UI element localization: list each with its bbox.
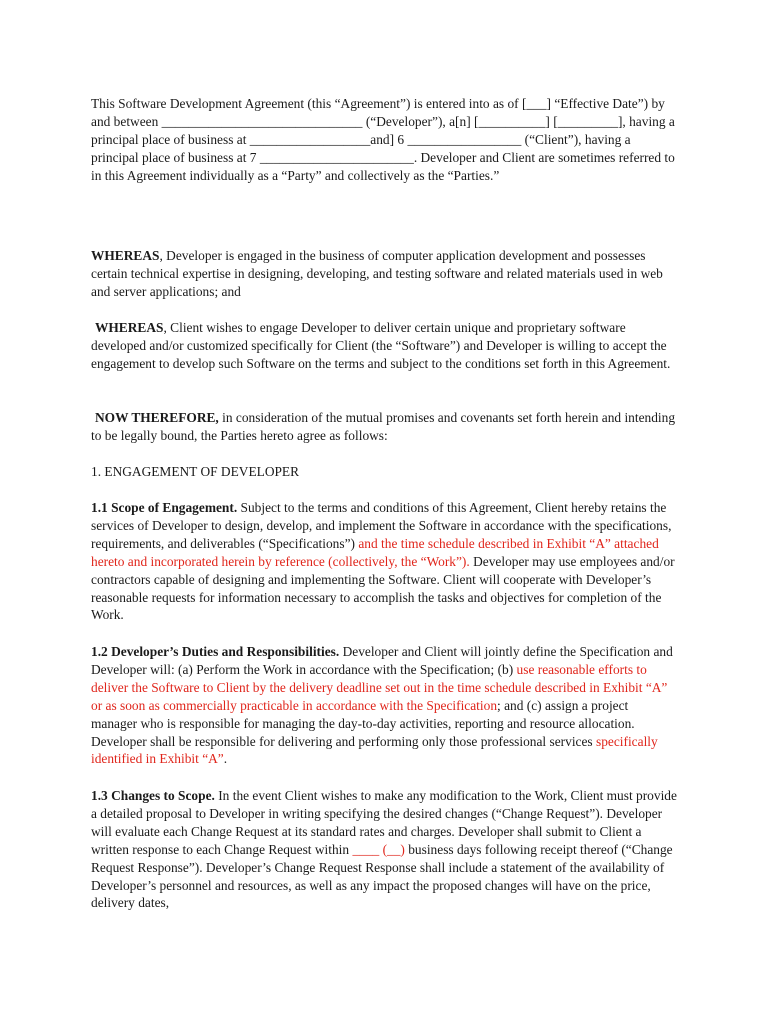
- section-1-3-text-a: In the event Client wishes to make any modification to the Work, Client must provide a detailed proposal to Developer in writing specifying the desired changes (“Change Request”). Developer will evaluate each Change Request at its standard rates and charges. Developer shall submit to Client a written response to each Change Request within: [91, 788, 677, 857]
- now-therefore-text: in consideration of the mutual promises and covenants set forth herein and intending to be legally bound, the Parties hereto agree as follows:: [91, 410, 676, 443]
- whereas-label-1: WHEREAS: [91, 248, 160, 263]
- section-1-3-label: 1.3 Changes to Scope.: [91, 788, 215, 803]
- section-1-3-redline: ____ (__): [352, 841, 405, 857]
- section-1-2-text-b: ; and (c) assign a project manager who is responsible for managing the day-to-day activities, reporting and resource allocation. Developer shall be responsible for delivering and performing only those professional services: [91, 697, 635, 749]
- section-1-2-label: 1.2 Developer’s Duties and Responsibilities.: [91, 644, 340, 659]
- section-1-1-paragraph: [91, 499, 677, 625]
- now-therefore-label: NOW THEREFORE,: [95, 410, 219, 425]
- whereas-text-2: , Client wishes to engage Developer to deliver certain unique and proprietary software developed and/or customized specifically for Client (the “Software”) and Developer is willing to accept the engagement to develop such Software on the terms and subject to the conditions set forth in this Agreement.: [91, 320, 671, 371]
- intro-paragraph: [91, 95, 677, 203]
- now-therefore-paragraph: [91, 409, 677, 445]
- section-1-1-redline: and the time schedule described in Exhibit “A” attached hereto and incorporated herein by reference (collectively, the “Work”).: [91, 535, 659, 569]
- section-1-1-label: 1.1 Scope of Engagement.: [91, 500, 238, 515]
- section-1-2-paragraph: [91, 643, 677, 769]
- section-1-heading: 1. ENGAGEMENT OF DEVELOPER: [91, 464, 300, 479]
- section-1-2-redline-a: use reasonable efforts to deliver the Software to Client by the delivery deadline set out in the time schedule described in Exhibit “A” or as soon as commercially practicable in accordance with the Specification: [91, 661, 668, 713]
- whereas-text-1: , Developer is engaged in the business of computer application development and possesses certain technical expertise in designing, developing, and testing software and related materials used in web and server applications; and: [91, 248, 663, 299]
- section-1-2-text-a: Developer and Client will jointly define the Specification and Developer will: (a) Perform the Work in accordance with the Specification; (b): [91, 644, 673, 677]
- section-1-3-text-b: business days following receipt thereof (“Change Request Response”). Developer’s Change Request Response shall include a statement of the availability of Developer’s personnel and resources, as well as any impact the proposed changes will have on the price, delivery dates,: [91, 841, 673, 911]
- intro-text: This Software Development Agreement (this “Agreement”) is entered into as of [___] “Effective Date”) by and between ______________________________ (“Developer”), a[n] [__________] [_________], having a principal place of business at __________________and] 6 _________________ (“Client”), having a principal place of business at 7 _______________________. Developer and Client are sometimes referred to in this Agreement individually as a “Party” and collectively as the “Parties.”: [91, 96, 675, 183]
- section-1-1-text-b: Developer may use employees and/or contractors capable of designing and implementing the Software. Client will cooperate with Developer’s reasonable requests for information necessary to accomplish the tasks and objectives for completion of the Work.: [91, 553, 675, 623]
- whereas-paragraph-1: [91, 247, 677, 301]
- document-page: [91, 95, 677, 912]
- section-1-2-text-c: .: [223, 751, 228, 767]
- section-1-3-paragraph: [91, 787, 677, 912]
- whereas-label-2: WHEREAS: [95, 320, 164, 335]
- whereas-paragraph-2: [91, 319, 677, 391]
- section-1-1-text-a: Subject to the terms and conditions of this Agreement, Client hereby retains the services of Developer to design, develop, and implement the Software in accordance with the specifications, requirements, and deliverables (“Specifications”): [91, 500, 672, 551]
- section-1-2-redline-b: specifically identified in Exhibit “A”: [91, 733, 658, 767]
